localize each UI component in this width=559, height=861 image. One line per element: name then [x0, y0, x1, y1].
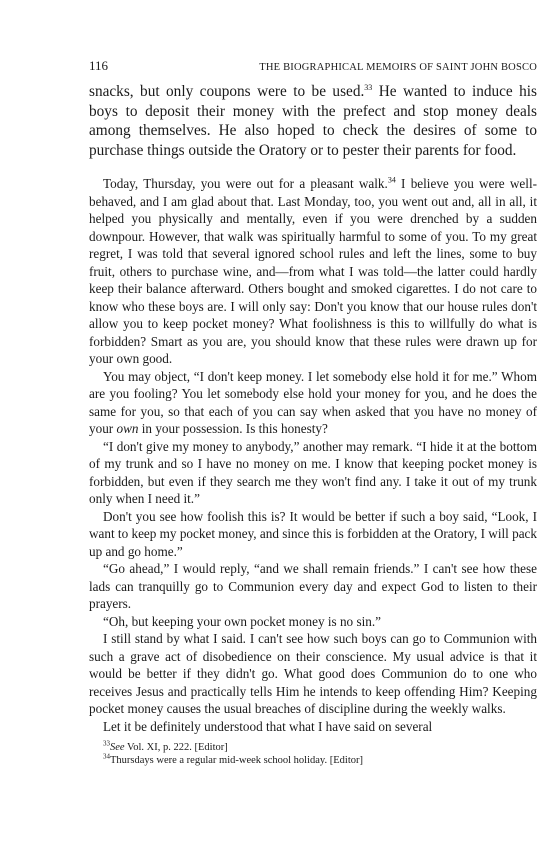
- paragraph-1: [89, 175, 537, 368]
- paragraph-2-text-b: in your possession. Is this honesty?: [138, 421, 328, 436]
- paragraph-6: “Oh, but keeping your own pocket money is no sin.”: [103, 613, 381, 629]
- footnote-33-text: Vol. XI, p. 222. [Editor]: [124, 742, 228, 753]
- footnote-ref-33: 33: [364, 82, 373, 92]
- intro-paragraph: [89, 82, 537, 160]
- paragraph-3: “I don't give my money to anybody,” another may remark. “I hide it at the bottom of my trunk and so I have no money on me. I know that keeping pocket money is forbidden, but even if they search me they won't find any. I take it out of my trunk only when I need it.”: [89, 438, 537, 506]
- book-page: [89, 58, 537, 767]
- paragraph-1-text-b: I believe you were well-behaved, and I am glad about that. Last Monday, too, you went out and, all in all, it helped you physically and mentally, even if you were drenched by a sudden downpour. However, that walk was spiritually harmful to some of you. To my great regret, I was told that several ignored school rules and left the lines, some to buy fruit, others to purchase wine, and—from what I was told—the latter could hardly keep their balance afterward. Others bought and smoked cigarettes. I do not care to know who these boys are. I will only say: Don't you know that our house rules don't allow you to keep pocket money? What foolishness is this to willfully do what is forbidden? Smart as you are, you should know that these rules were drawn up for your own good.: [89, 176, 538, 366]
- paragraph-5: “Go ahead,” I would reply, “and we shall remain friends.” I can't see how these lads can tranquilly go to Communion every day and expect God to listen to their prayers.: [89, 561, 537, 611]
- paragraph-2-emphasis: own: [116, 421, 139, 436]
- paragraph-8: Let it be definitely understood that what I have said on several: [103, 718, 433, 734]
- footnotes: [89, 741, 537, 767]
- page-number: 116: [89, 58, 109, 73]
- running-header: [89, 58, 537, 82]
- intro-text-1: snacks, but only coupons were to be used.: [89, 83, 365, 100]
- quoted-talk: [89, 175, 537, 735]
- footnote-33-number: 33: [103, 739, 110, 748]
- running-title: THE BIOGRAPHICAL MEMOIRS OF SAINT JOHN BOSCO: [259, 62, 537, 73]
- footnote-34: [103, 754, 537, 767]
- paragraph-2-text-a: You may object, “I don't keep money. I let somebody else hold it for me.” Whom are you fooling? You let somebody else hold your money for you, and he does the same for you, so that each of you can say when asked that you have no money of your: [89, 368, 537, 436]
- paragraph-1-text-a: Today, Thursday, you were out for a pleasant walk.: [103, 176, 388, 191]
- footnote-34-number: 34: [103, 752, 110, 761]
- footnote-33-emphasis: See: [110, 742, 125, 753]
- footnote-34-text: Thursdays were a regular mid-week school holiday. [Editor]: [110, 755, 363, 766]
- footnote-33: [103, 741, 537, 754]
- paragraph-4: Don't you see how foolish this is? It would be better if such a boy said, “Look, I want to keep my pocket money, and since this is forbidden at the Oratory, I will pack up and go home.”: [89, 508, 538, 559]
- footnote-ref-34: 34: [387, 175, 396, 185]
- paragraph-7: I still stand by what I said. I can't see how such boys can go to Communion with such a grave act of disobedience on their conscience. My usual advice is that it would be better if they didn't go. What good does Communion do to one who receives Jesus and practically tells Him he intends to keep offending Him? Keeping pocket money causes the usual breaches of discipline during the weekly walks.: [89, 631, 537, 716]
- intro-text-2: He wanted to induce his boys to deposit their money with the prefect and stop money deals among themselves. He also hoped to check the desires of some to purchase things outside the Oratory or to pester their parents for food.: [89, 83, 537, 159]
- paragraph-2: [89, 368, 537, 438]
